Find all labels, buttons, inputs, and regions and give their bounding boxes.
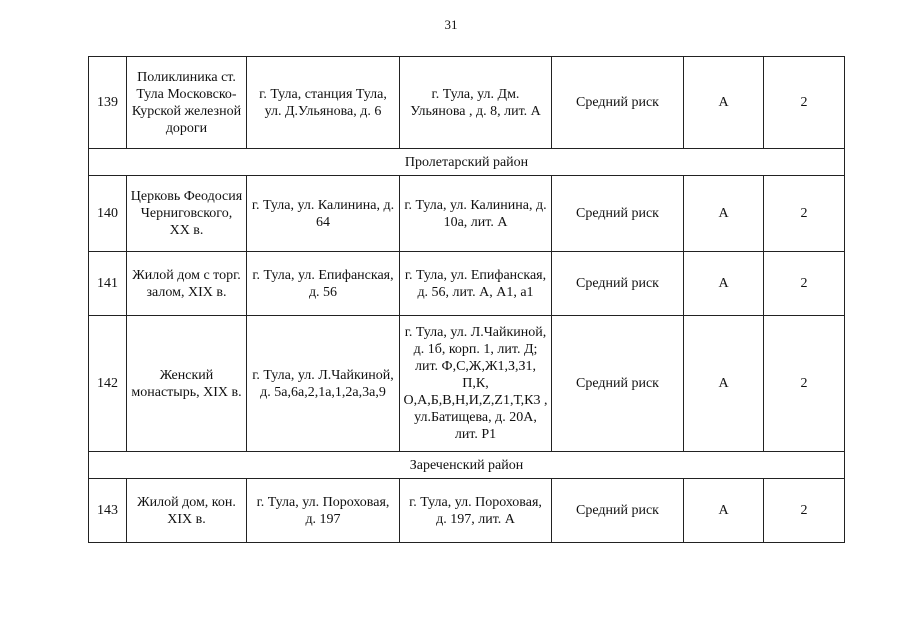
- risk-category: А: [684, 57, 764, 149]
- table-row: [89, 176, 845, 252]
- risk-level: Средний риск: [552, 252, 684, 316]
- object-address: г. Тула, станция Тула, ул. Д.Ульянова, д. 6: [247, 57, 400, 149]
- object-address-detail: г. Тула, ул. Дм. Ульянова , д. 8, лит. А: [400, 57, 552, 149]
- section-title: Пролетарский район: [89, 149, 845, 176]
- risk-category: А: [684, 252, 764, 316]
- object-name: Жилой дом, кон. XIX в.: [127, 479, 247, 543]
- object-address: г. Тула, ул. Калинина, д. 64: [247, 176, 400, 252]
- table-row: [89, 479, 845, 543]
- risk-level: Средний риск: [552, 316, 684, 452]
- object-address: г. Тула, ул. Л.Чайкиной, д. 5а,6а,2,1а,1,2а,3а,9: [247, 316, 400, 452]
- table-row: [89, 57, 845, 149]
- risk-level: Средний риск: [552, 57, 684, 149]
- table-row: [89, 252, 845, 316]
- object-address-detail: г. Тула, ул. Пороховая, д. 197, лит. А: [400, 479, 552, 543]
- risk-level: Средний риск: [552, 479, 684, 543]
- row-number: 143: [89, 479, 127, 543]
- inspection-value: 2: [764, 479, 845, 543]
- object-name: Жилой дом с торг. залом, XIX в.: [127, 252, 247, 316]
- risk-category: А: [684, 479, 764, 543]
- section-header-row: [89, 149, 845, 176]
- risk-category: А: [684, 316, 764, 452]
- inspection-value: 2: [764, 176, 845, 252]
- object-name: Поликлиника ст. Тула Московско-Курской железной дороги: [127, 57, 247, 149]
- object-name: Церковь Феодосия Черниговского, XX в.: [127, 176, 247, 252]
- page-number: 31: [444, 17, 458, 32]
- object-address-detail: г. Тула, ул. Калинина, д. 10а, лит. А: [400, 176, 552, 252]
- row-number: 142: [89, 316, 127, 452]
- risk-level: Средний риск: [552, 176, 684, 252]
- section-title: Зареченский район: [89, 452, 845, 479]
- table-row: [89, 316, 845, 452]
- inspection-value: 2: [764, 252, 845, 316]
- object-address: г. Тула, ул. Епифанская, д. 56: [247, 252, 400, 316]
- object-address-detail: г. Тула, ул. Л.Чайкиной, д. 1б, корп. 1, лит. Д; лит. Ф,С,Ж,Ж1,З,З1, П,К, О,А,Б,В,Н,И,Z,Z1,Т,К3 , ул.Батищева, д. 20А, лит. Р1: [400, 316, 552, 452]
- object-address: г. Тула, ул. Пороховая, д. 197: [247, 479, 400, 543]
- object-name: Женский монастырь, XIX в.: [127, 316, 247, 452]
- risk-category: А: [684, 176, 764, 252]
- row-number: 140: [89, 176, 127, 252]
- inspection-value: 2: [764, 57, 845, 149]
- section-header-row: [89, 452, 845, 479]
- inspection-value: 2: [764, 316, 845, 452]
- row-number: 141: [89, 252, 127, 316]
- object-address-detail: г. Тула, ул. Епифанская, д. 56, лит. А, А1, а1: [400, 252, 552, 316]
- row-number: 139: [89, 57, 127, 149]
- objects-table: [88, 56, 845, 543]
